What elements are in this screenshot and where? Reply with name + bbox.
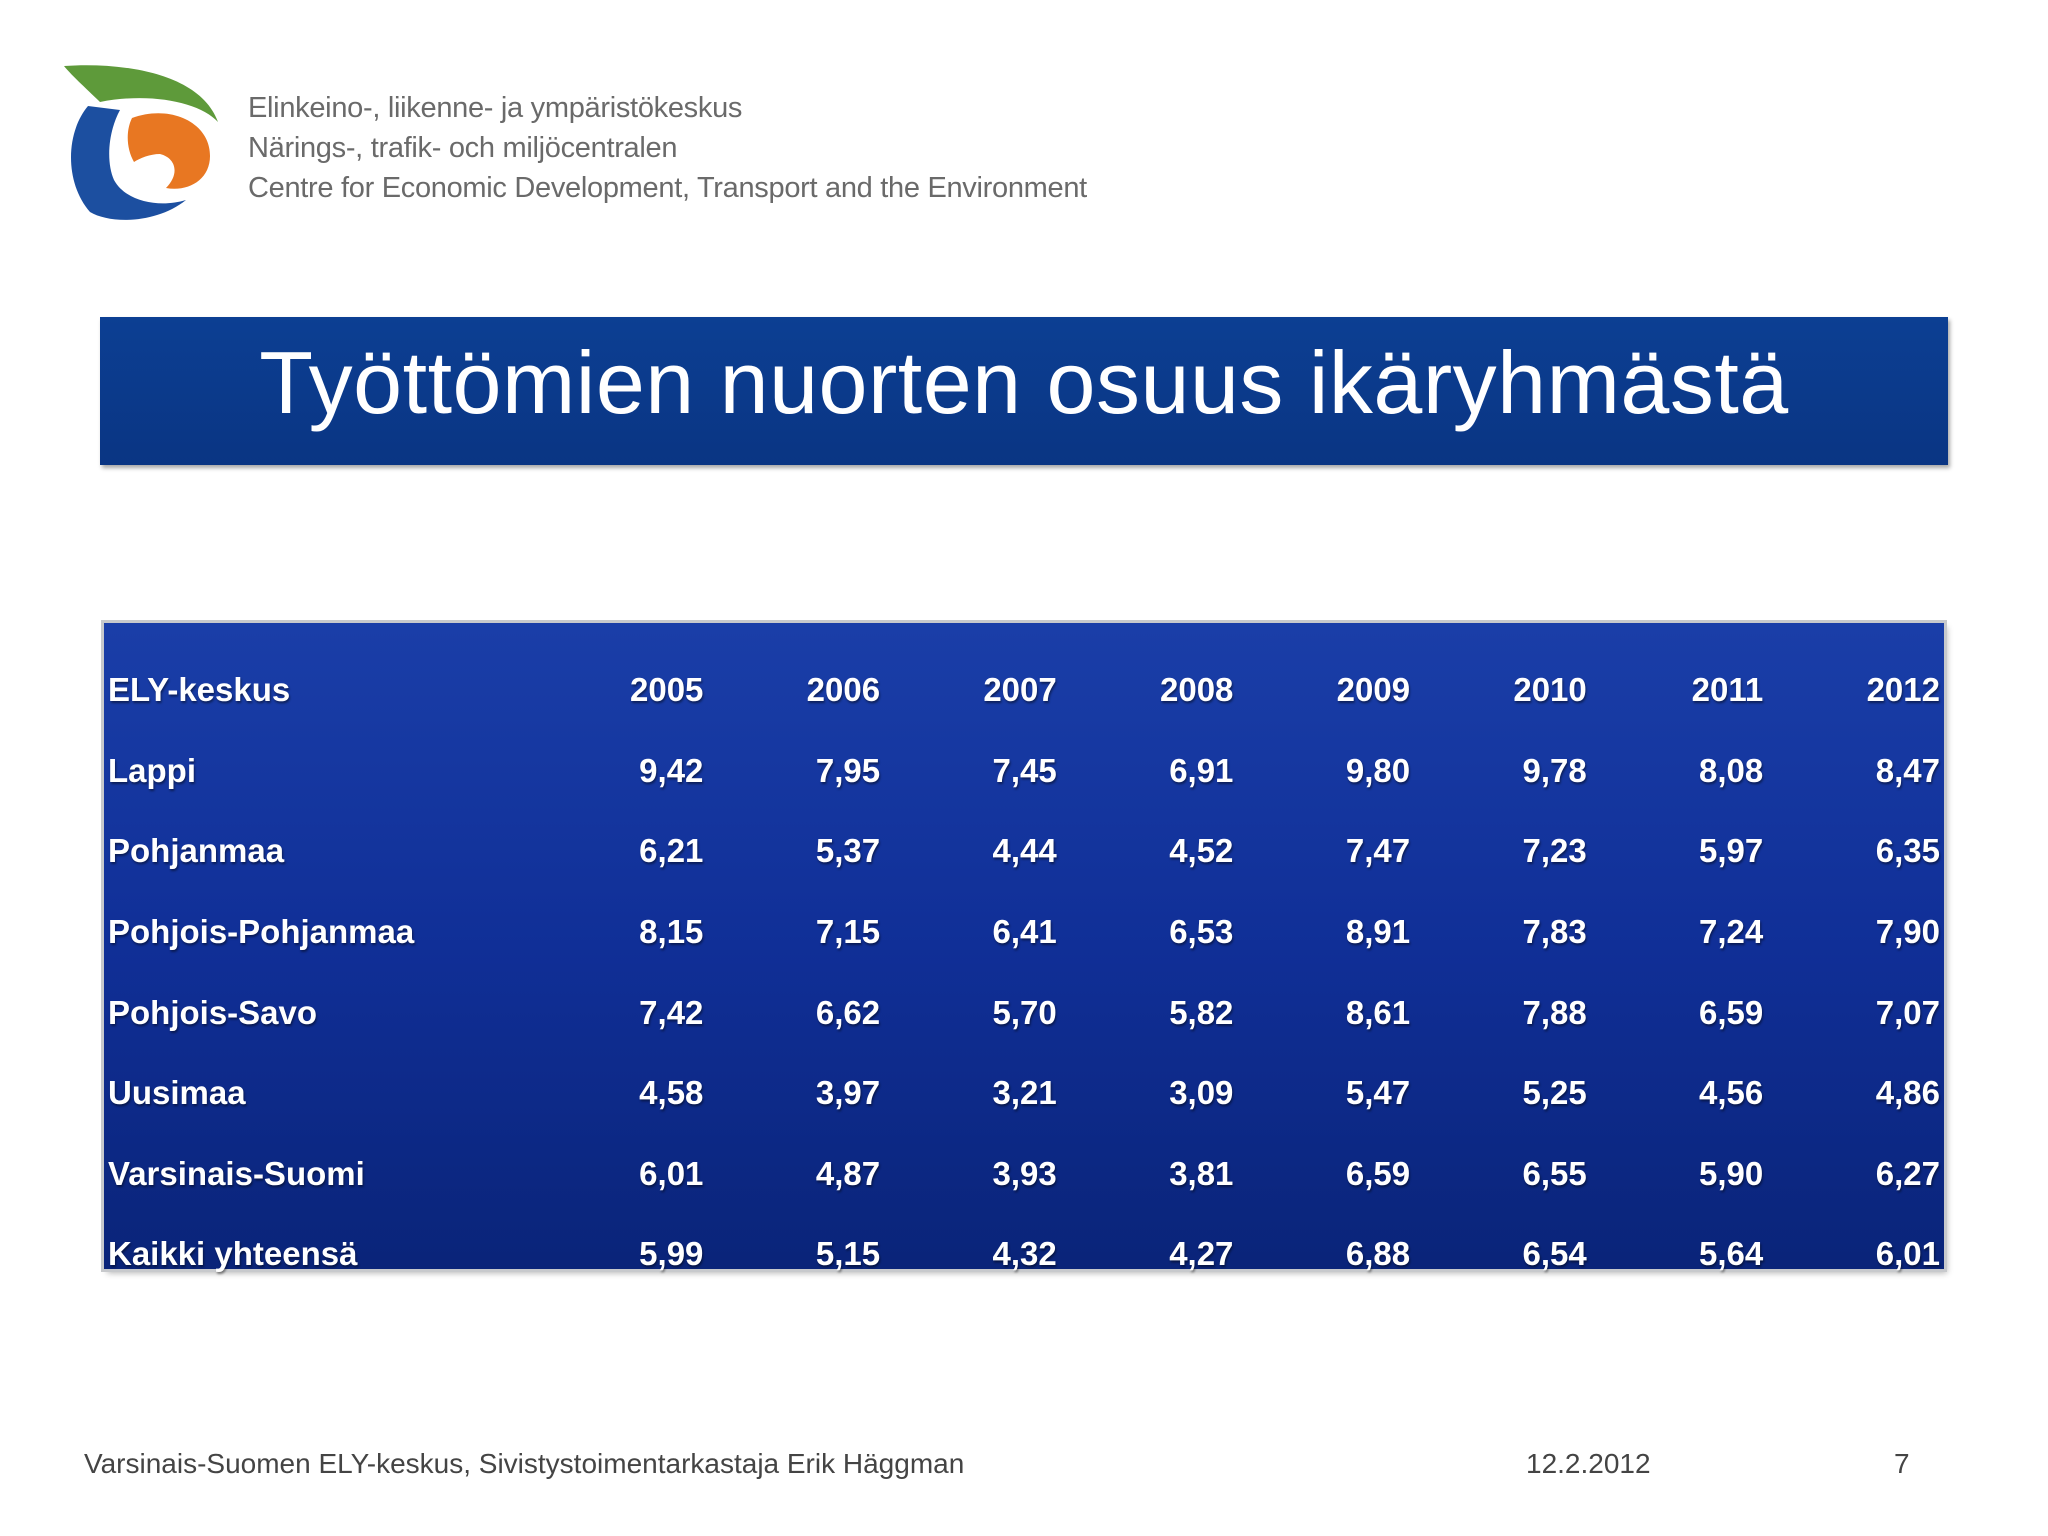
title-bar	[100, 317, 1948, 465]
value-cell: 4,52	[1169, 832, 1234, 870]
value-cell: 7,42	[639, 993, 704, 1031]
value-cell: 5,90	[1699, 1154, 1764, 1192]
header-cell: 2007	[983, 671, 1057, 709]
value-cell: 4,58	[639, 1074, 704, 1112]
value-cell: 8,61	[1345, 993, 1411, 1031]
value-cell: 6,41	[992, 913, 1057, 951]
value-cell: 5,15	[815, 1235, 881, 1273]
value-cell: 8,91	[1345, 913, 1411, 951]
value-cell: 7,23	[1522, 832, 1587, 870]
organization-name	[248, 88, 1087, 208]
org-name-finnish: Elinkeino-, liikenne- ja ympäristökeskus	[248, 92, 743, 124]
value-cell: 3,81	[1169, 1154, 1234, 1192]
ely-logo	[60, 62, 220, 222]
table-row	[104, 1134, 1944, 1215]
header-cell: 2010	[1513, 671, 1587, 709]
value-cell: 6,01	[639, 1154, 704, 1192]
value-cell: 3,97	[815, 1074, 881, 1112]
page-number: 7	[1894, 1448, 1910, 1479]
org-name-english: Centre for Economic Development, Transport and the Environment	[248, 172, 1087, 204]
logo-white-cut	[120, 160, 168, 184]
value-cell: 3,21	[992, 1074, 1057, 1112]
value-cell: 6,01	[1875, 1235, 1940, 1273]
header-cell: 2011	[1691, 671, 1764, 709]
value-cell: 4,56	[1699, 1074, 1764, 1112]
header-cell: 2008	[1160, 671, 1234, 709]
table-row	[104, 972, 1944, 1053]
value-cell: 8,08	[1699, 751, 1764, 789]
region-cell: Lappi	[108, 751, 196, 789]
data-table-container	[104, 623, 1944, 1273]
value-cell: 5,97	[1699, 832, 1764, 870]
table-row	[104, 1053, 1944, 1134]
value-cell: 9,78	[1522, 751, 1587, 789]
region-cell: Kaikki yhteensä	[108, 1235, 358, 1273]
slide-title: Työttömien nuorten osuus ikäryhmästä	[259, 333, 1789, 432]
value-cell: 8,15	[639, 913, 704, 951]
value-cell: 6,54	[1522, 1235, 1587, 1273]
header-cell: 2005	[629, 671, 704, 709]
region-cell: Pohjois-Savo	[108, 993, 318, 1031]
table-header-row	[104, 650, 1944, 731]
value-cell: 5,47	[1345, 1074, 1411, 1112]
unemployment-table	[104, 650, 1944, 1295]
value-cell: 7,88	[1522, 993, 1587, 1031]
region-cell: Varsinais-Suomi	[108, 1154, 365, 1192]
value-cell: 8,47	[1875, 751, 1940, 789]
value-cell: 6,55	[1522, 1154, 1587, 1192]
value-cell: 4,27	[1169, 1235, 1234, 1273]
value-cell: 9,42	[639, 751, 704, 789]
value-cell: 7,90	[1875, 913, 1940, 951]
value-cell: 7,07	[1875, 993, 1940, 1031]
value-cell: 3,93	[992, 1154, 1057, 1192]
header-cell: 2012	[1866, 671, 1940, 709]
table-row	[104, 731, 1944, 812]
region-cell: Pohjanmaa	[108, 832, 285, 870]
value-cell: 6,35	[1875, 832, 1940, 870]
value-cell: 7,83	[1522, 913, 1587, 951]
value-cell: 6,91	[1169, 751, 1234, 789]
value-cell: 7,45	[992, 751, 1057, 789]
value-cell: 3,09	[1169, 1074, 1234, 1112]
value-cell: 6,59	[1345, 1154, 1411, 1192]
value-cell: 5,37	[815, 832, 881, 870]
value-cell: 5,25	[1522, 1074, 1587, 1112]
value-cell: 5,64	[1699, 1235, 1764, 1273]
value-cell: 4,87	[815, 1154, 881, 1192]
value-cell: 6,21	[639, 832, 704, 870]
value-cell: 5,82	[1169, 993, 1234, 1031]
value-cell: 9,80	[1345, 751, 1411, 789]
org-name-swedish: Närings-, trafik- och miljöcentralen	[248, 132, 678, 164]
value-cell: 7,24	[1699, 913, 1764, 951]
footer-date: 12.2.2012	[1526, 1448, 1651, 1479]
header-cell: 2006	[806, 671, 881, 709]
value-cell: 4,86	[1875, 1074, 1940, 1112]
header-cell: ELY-keskus	[108, 671, 291, 709]
value-cell: 7,15	[815, 913, 881, 951]
table-total-row	[104, 1214, 1944, 1295]
value-cell: 6,27	[1875, 1154, 1940, 1192]
region-cell: Uusimaa	[108, 1074, 246, 1112]
region-cell: Pohjois-Pohjanmaa	[108, 913, 415, 951]
table-row	[104, 892, 1944, 973]
header-cell: 2009	[1336, 671, 1411, 709]
value-cell: 4,44	[992, 832, 1057, 870]
value-cell: 5,70	[992, 993, 1057, 1031]
value-cell: 7,47	[1345, 832, 1411, 870]
footer-author: Varsinais-Suomen ELY-keskus, Sivistystoimentarkastaja Erik Häggman	[84, 1448, 965, 1479]
value-cell: 6,62	[815, 993, 881, 1031]
value-cell: 6,59	[1699, 993, 1764, 1031]
value-cell: 4,32	[992, 1235, 1057, 1273]
value-cell: 6,53	[1169, 913, 1234, 951]
table-row	[104, 811, 1944, 892]
value-cell: 5,99	[639, 1235, 704, 1273]
value-cell: 7,95	[815, 751, 881, 789]
value-cell: 6,88	[1345, 1235, 1411, 1273]
